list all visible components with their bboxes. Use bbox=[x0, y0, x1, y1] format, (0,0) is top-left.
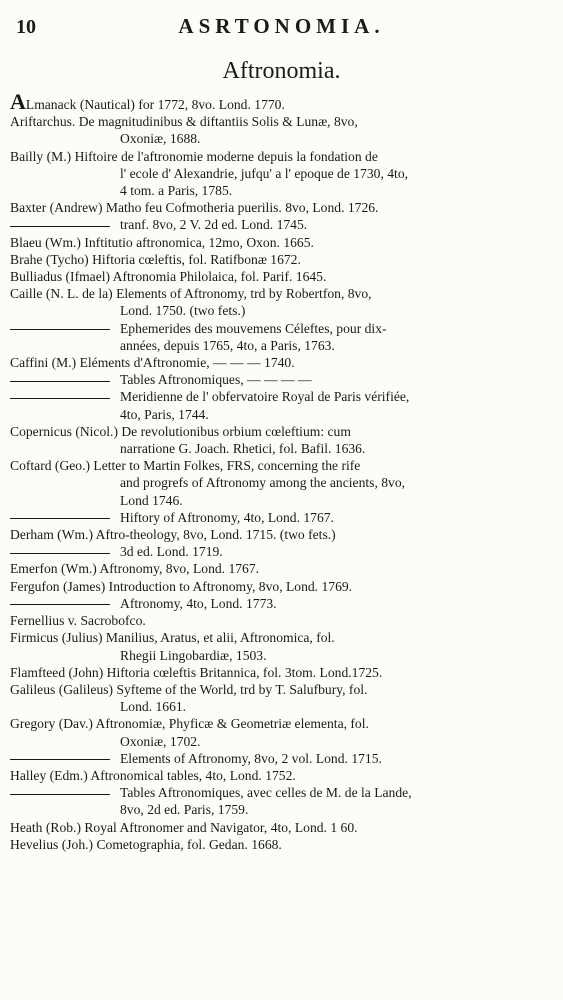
entry-text: Coftard (Geo.) Letter to Martin Folkes, FRS, concerning the rife bbox=[10, 458, 361, 474]
entry-continuation: Lond 1746. bbox=[120, 492, 183, 508]
bibliography-entry bbox=[10, 423, 553, 457]
entry-text: Lmanack (Nautical) for 1772, 8vo. Lond. 1770. bbox=[25, 97, 285, 112]
bibliography-entry bbox=[10, 148, 553, 200]
entry-text: Caffini (M.) Eléments d'Aftronomie, — — — 1740. bbox=[10, 355, 295, 371]
ditto-dash bbox=[10, 759, 110, 760]
running-head: ASRTONOMIA. bbox=[178, 14, 385, 38]
entry-text: Heath (Rob.) Royal Aftronomer and Navigator, 4to, Lond. 1 60. bbox=[10, 819, 358, 835]
bibliography-entry bbox=[10, 89, 553, 114]
bibliography-entry bbox=[10, 285, 553, 319]
bibliography-entry bbox=[10, 595, 553, 612]
bibliography-entry bbox=[10, 681, 553, 715]
bibliography-entry bbox=[10, 216, 553, 233]
bibliography-list bbox=[10, 89, 553, 853]
ditto-dash bbox=[10, 794, 110, 795]
entry-continuation: 8vo, 2d ed. Paris, 1759. bbox=[120, 802, 249, 818]
entry-text: Brahe (Tycho) Hiftoria cœleftis, fol. Ratifbonæ 1672. bbox=[10, 251, 301, 267]
ditto-dash bbox=[10, 604, 110, 605]
entry-text: Meridienne de l' obfervatoire Royal de Paris vérifiée, bbox=[120, 389, 410, 405]
entry-text: Flamfteed (John) Hiftoria cœleftis Britannica, fol. 3tom. Lond.1725. bbox=[10, 664, 383, 680]
bibliography-entry bbox=[10, 526, 553, 543]
ditto-dash bbox=[10, 518, 110, 519]
entry-text: Emerfon (Wm.) Aftronomy, 8vo, Lond. 1767. bbox=[10, 561, 260, 577]
entry-text: Gregory (Dav.) Aftronomiæ, Phyficæ & Geometriæ elementa, fol. bbox=[10, 716, 369, 732]
entry-text: tranf. 8vo, 2 V. 2d ed. Lond. 1745. bbox=[120, 217, 308, 233]
bibliography-entry bbox=[10, 268, 553, 285]
entry-text: Tables Aftronomiques, avec celles de M. de la Lande, bbox=[120, 785, 412, 801]
entry-continuation: Lond. 1750. (two fets.) bbox=[120, 303, 246, 319]
entry-text: Galileus (Galileus) Syfteme of the World, trd by T. Salufbury, fol. bbox=[10, 681, 368, 697]
ditto-dash bbox=[10, 329, 110, 330]
entry-continuation: années, depuis 1765, 4to, a Paris, 1763. bbox=[120, 337, 335, 353]
bibliography-entry bbox=[10, 113, 553, 147]
entry-text: Copernicus (Nicol.) De revolutionibus orbium cœleftium: cum bbox=[10, 423, 351, 439]
ditto-dash bbox=[10, 226, 110, 227]
ditto-dash bbox=[10, 398, 110, 399]
entry-text: Firmicus (Julius) Manilius, Aratus, et alii, Aftronomica, fol. bbox=[10, 630, 335, 646]
section-title: Aftronomia. bbox=[222, 58, 341, 84]
entry-continuation: 4to, Paris, 1744. bbox=[120, 406, 209, 422]
bibliography-entry bbox=[10, 750, 553, 767]
bibliography-entry bbox=[10, 836, 553, 853]
entry-continuation: and progrefs of Aftronomy among the ancients, 8vo, bbox=[120, 475, 406, 491]
bibliography-entry bbox=[10, 819, 553, 836]
entry-text: Baxter (Andrew) Matho feu Cofmotheria puerilis. 8vo, Lond. 1726. bbox=[10, 200, 379, 216]
bibliography-entry bbox=[10, 543, 553, 560]
bibliography-entry bbox=[10, 457, 553, 509]
entry-text: Ephemerides des mouvemens Céleftes, pour dix- bbox=[120, 320, 387, 336]
bibliography-entry bbox=[10, 354, 553, 371]
bibliography-entry bbox=[10, 199, 553, 216]
entry-text: Halley (Edm.) Aftronomical tables, 4to, Lond. 1752. bbox=[10, 767, 296, 783]
entry-continuation: Oxoniæ, 1702. bbox=[120, 733, 201, 749]
entry-continuation: Lond. 1661. bbox=[120, 699, 187, 715]
entry-text: Fergufon (James) Introduction to Aftronomy, 8vo, Lond. 1769. bbox=[10, 578, 353, 594]
entry-text: Hiftory of Aftronomy, 4to, Lond. 1767. bbox=[120, 509, 334, 525]
bibliography-entry bbox=[10, 320, 553, 354]
bibliography-entry bbox=[10, 509, 553, 526]
entry-text: Tables Aftronomiques, — — — — bbox=[120, 372, 312, 388]
entry-text: Bailly (M.) Hiftoire de l'aftronomie moderne depuis la fondation de bbox=[10, 148, 378, 164]
bibliography-entry bbox=[10, 767, 553, 784]
ditto-dash bbox=[10, 381, 110, 382]
entry-continuation: Oxoniæ, 1688. bbox=[120, 131, 201, 147]
bibliography-entry bbox=[10, 388, 553, 422]
entry-text: Aftronomy, 4to, Lond. 1773. bbox=[120, 595, 277, 611]
bibliography-entry bbox=[10, 371, 553, 388]
entry-continuation: narratione G. Joach. Rhetici, fol. Bafil. 1636. bbox=[120, 441, 366, 457]
ditto-dash bbox=[10, 553, 110, 554]
bibliography-entry bbox=[10, 664, 553, 681]
entry-text: Ariftarchus. De magnitudinibus & diftantiis Solis & Lunæ, 8vo, bbox=[10, 114, 358, 130]
bibliography-entry bbox=[10, 251, 553, 268]
entry-text: Elements of Aftronomy, 8vo, 2 vol. Lond. 1715. bbox=[120, 750, 382, 766]
bibliography-entry bbox=[10, 629, 553, 663]
entry-continuation: 4 tom. a Paris, 1785. bbox=[120, 183, 233, 199]
bibliography-entry bbox=[10, 612, 553, 629]
bibliography-entry bbox=[10, 560, 553, 577]
page-header bbox=[10, 8, 553, 42]
entry-text: Bulliadus (Ifmael) Aftronomia Philolaica, fol. Parif. 1645. bbox=[10, 269, 327, 285]
entry-continuation: l' ecole d' Alexandrie, jufqu' a l' epoque de 1730, 4to, bbox=[120, 165, 409, 181]
bibliography-entry bbox=[10, 715, 553, 749]
entry-text: Derham (Wm.) Aftro-theology, 8vo, Lond. 1715. (two fets.) bbox=[10, 527, 336, 543]
drop-initial: A bbox=[10, 89, 26, 114]
bibliography-entry bbox=[10, 578, 553, 595]
entry-text: Hevelius (Joh.) Cometographia, fol. Gedan. 1668. bbox=[10, 836, 282, 852]
entry-text: Caille (N. L. de la) Elements of Aftronomy, trd by Robertfon, 8vo, bbox=[10, 286, 372, 302]
page-number: 10 bbox=[16, 16, 36, 38]
entry-text: Fernellius v. Sacrobofco. bbox=[10, 613, 146, 629]
bibliography-entry bbox=[10, 784, 553, 818]
entry-text: Blaeu (Wm.) Inftitutio aftronomica, 12mo, Oxon. 1665. bbox=[10, 234, 314, 250]
entry-text: 3d ed. Lond. 1719. bbox=[120, 544, 223, 560]
entry-continuation: Rhegii Lingobardiæ, 1503. bbox=[120, 647, 267, 663]
bibliography-entry bbox=[10, 234, 553, 251]
